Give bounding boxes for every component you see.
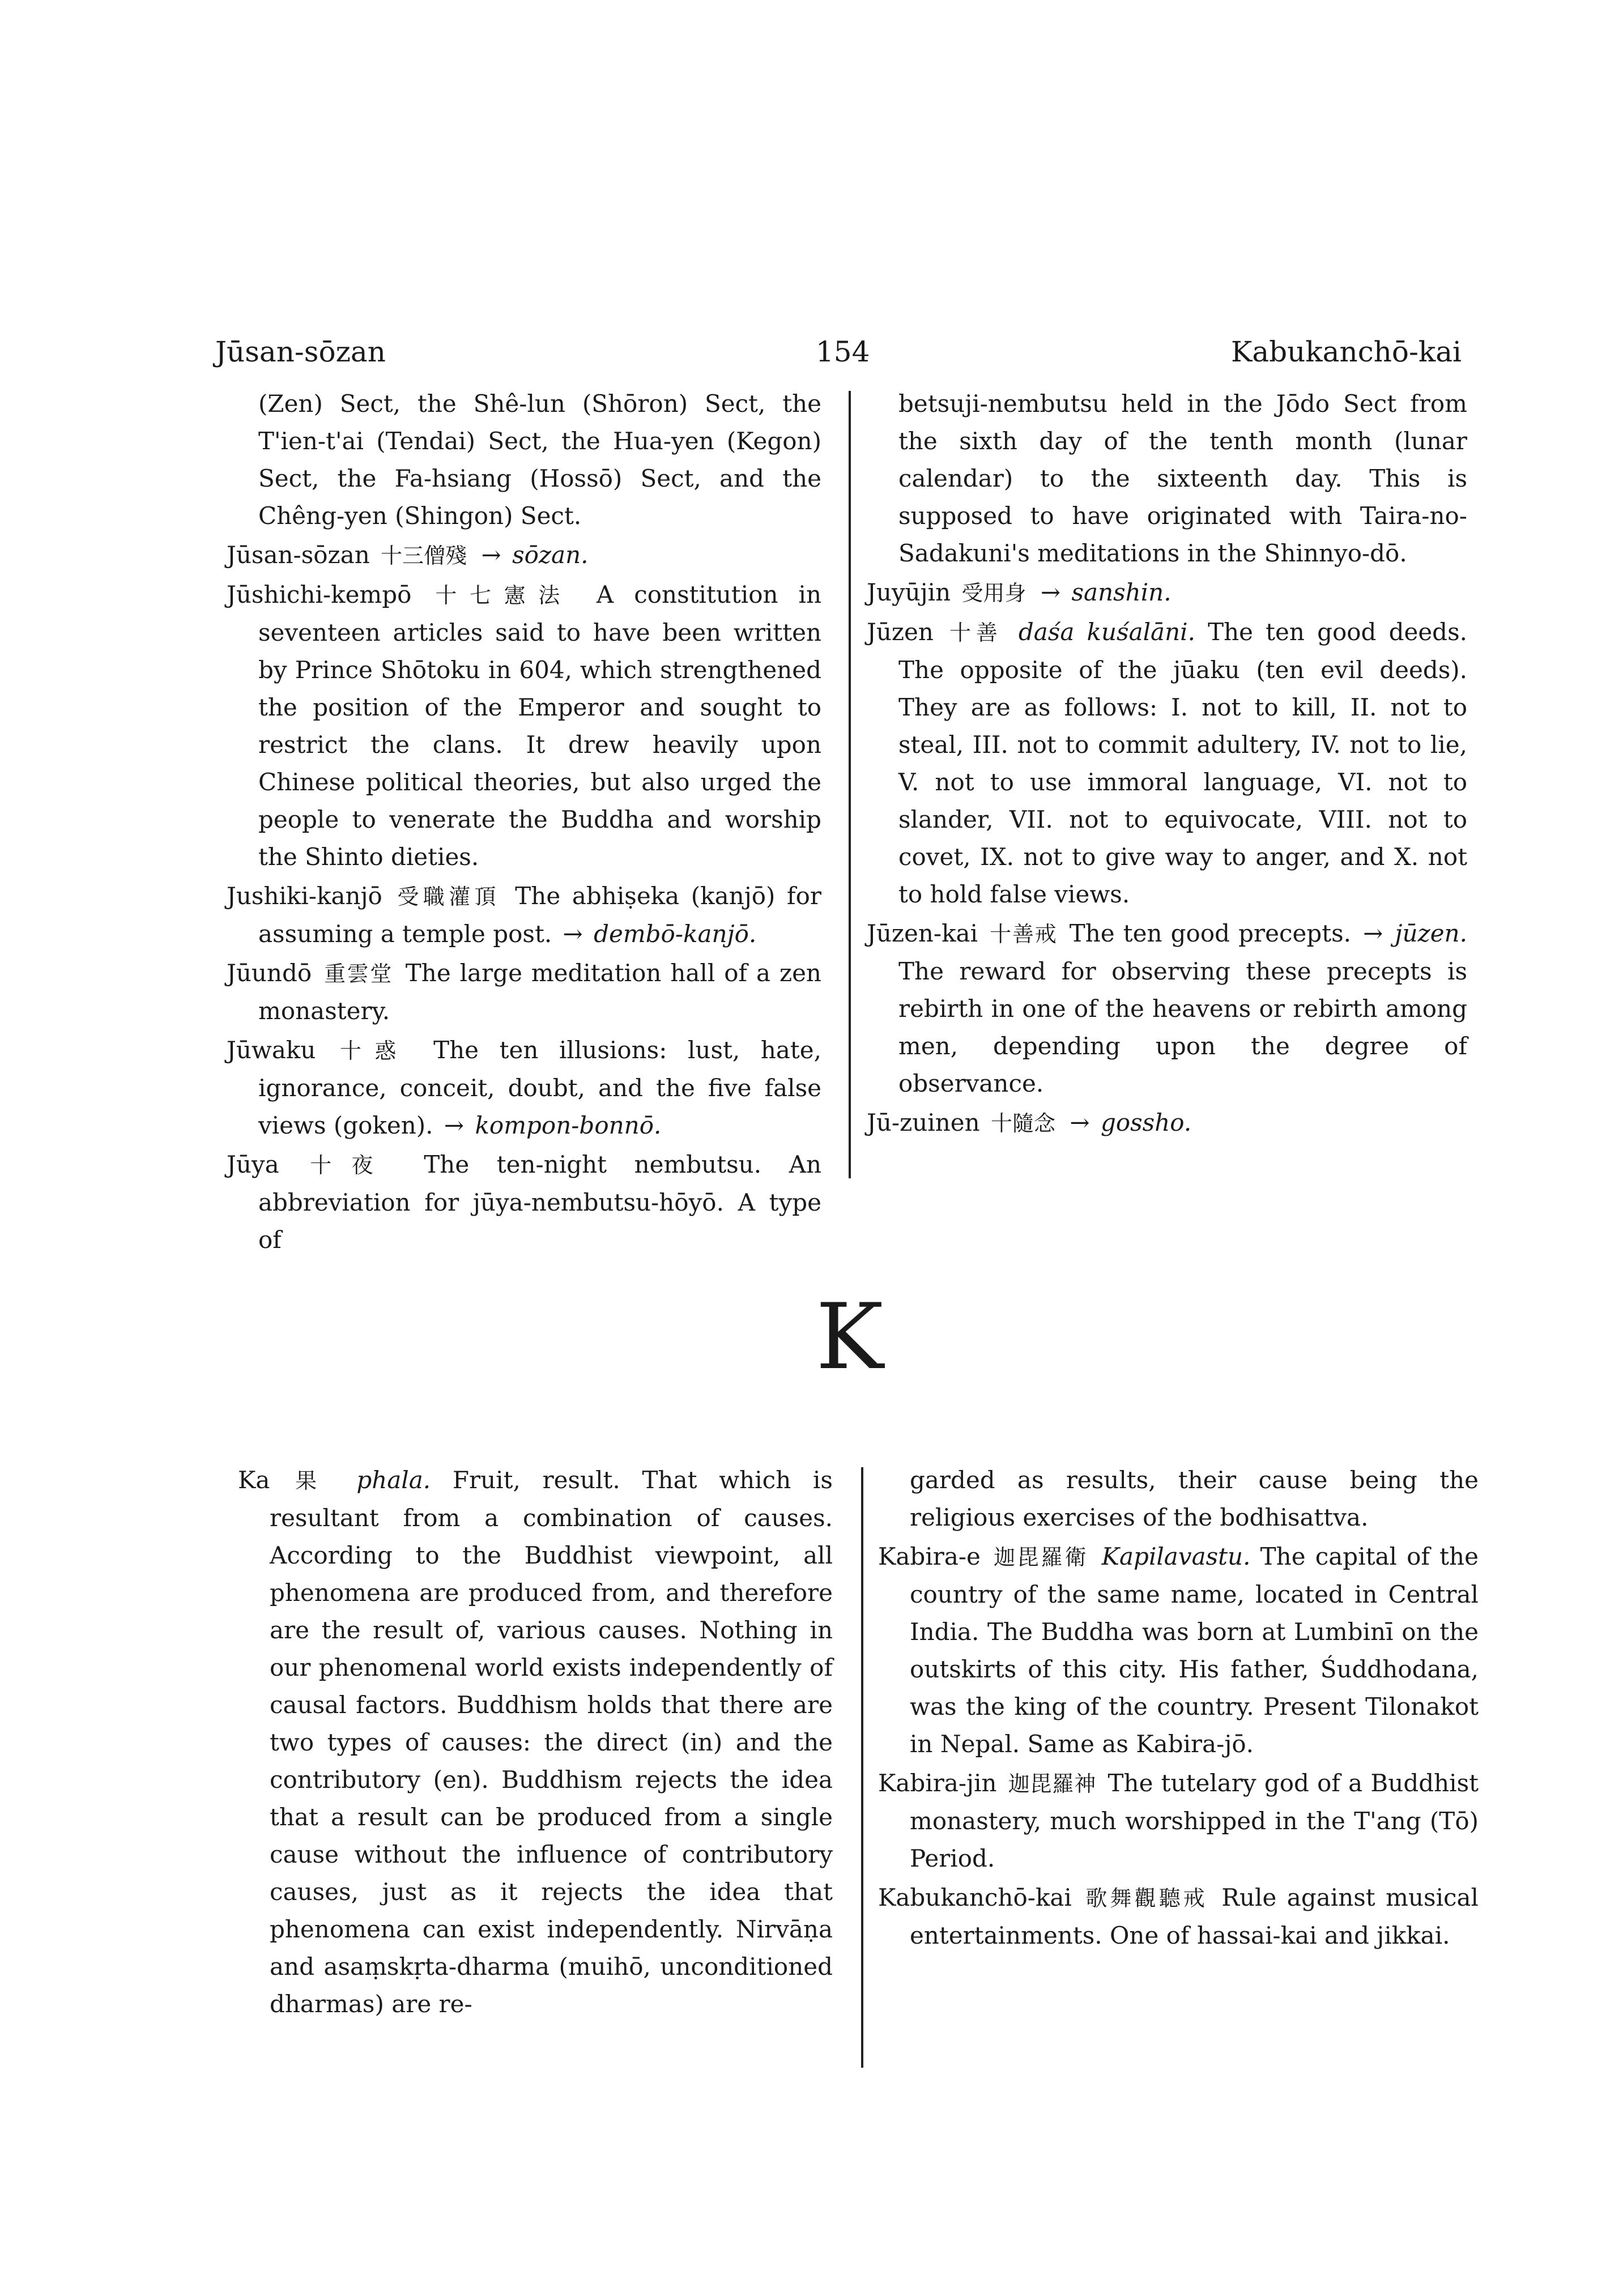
entry-text-continued: The reward for observing these precepts is rebirth in one of the heavens or rebirth among men, depending upon the degree of observance.	[898, 957, 1467, 1097]
cross-reference: sanshin.	[1071, 578, 1172, 606]
glossary-entry	[227, 576, 821, 876]
column-divider-bottom	[861, 1467, 863, 2068]
header-right-guide-word: Kabukanchō-kai	[1231, 335, 1462, 368]
entry-headword: Kabira-e	[878, 1543, 981, 1570]
entry-sanskrit: phala.	[356, 1466, 431, 1494]
entry-text: Fruit, result. That which is resultant from a combination of causes. According to the Buddhist viewpoint, all phenomena are produced from, and therefore are the result of, various causes. Nothing in our phenomenal world exists independently of causal factors. Buddhism holds that there are two types of causes: the direct (in) and the contributory (en). Buddhism rejects the idea that a result can be produced from a single cause without the influence of contributory causes, just as it rejects the idea that phenomena can exist independently. Nirvāṇa and asaṃskṛta-dharma (muihō, unconditioned dharmas) are re-	[270, 1466, 833, 2018]
entry-headword: Jū-zuinen	[867, 1109, 980, 1136]
cross-reference-arrow: →	[444, 1111, 465, 1139]
glossary-entry	[878, 1538, 1479, 1763]
header-left-guide-word: Jūsan-sōzan	[215, 335, 386, 368]
entry-kanji: 十七憲法	[435, 583, 573, 608]
glossary-entry	[227, 1032, 821, 1144]
cross-reference-arrow: →	[1040, 578, 1061, 606]
entry-headword: Juyūjin	[867, 578, 951, 606]
entry-kanji: 果	[295, 1468, 331, 1493]
entry-text: betsuji-nembutsu held in the Jōdo Sect from the sixth day of the tenth month (lunar calendar) to the sixteenth day. This is supposed to have originated with Taira-no-Sadakuni's meditations in the Shinnyo-dō.	[898, 390, 1467, 567]
entry-text: A constitution in seventeen articles said to have been written by Prince Shōtoku in 604, which strengthened the position of the Emperor and sought to restrict the clans. It drew heavily upon Chinese political theories, but also urged the people to venerate the Buddha and worship the Shinto dieties.	[258, 581, 821, 871]
entry-kanji: 十惑	[340, 1038, 410, 1063]
column-top-left	[227, 385, 821, 1260]
section-letter: K	[816, 1284, 884, 1390]
entry-sanskrit: Kapilavastu.	[1101, 1543, 1251, 1570]
entry-headword: Jūzen-kai	[867, 919, 978, 947]
running-head	[215, 317, 1462, 368]
entry-text: garded as results, their cause being the religious exercises of the bodhisattva.	[910, 1466, 1479, 1531]
glossary-entry	[227, 955, 821, 1030]
entry-headword: Jūsan-sōzan	[227, 541, 370, 569]
glossary-entry	[227, 1146, 821, 1259]
cross-reference: jūzen.	[1395, 919, 1467, 947]
entry-kanji: 十夜	[310, 1153, 393, 1178]
glossary-entry	[867, 574, 1467, 612]
cross-reference-arrow: →	[481, 541, 501, 569]
entry-continuation	[867, 385, 1467, 572]
glossary-entry	[227, 877, 821, 953]
entry-headword: Jūshichi-kempō	[227, 581, 412, 608]
entry-sanskrit: daśa kuśalāni.	[1018, 618, 1195, 646]
entry-headword: Kabira-jin	[878, 1769, 997, 1797]
entry-kanji: 受用身	[961, 581, 1026, 606]
glossary-entry	[878, 1879, 1479, 1954]
glossary-entry	[238, 1462, 833, 2023]
column-bottom-right	[878, 1462, 1479, 1956]
glossary-entry	[878, 1765, 1479, 1877]
entry-text: The abhiṣeka (kanjō) for assuming a temple post.	[258, 882, 821, 948]
entry-headword: Jushiki-kanjō	[227, 882, 382, 910]
cross-reference-arrow: →	[1070, 1109, 1090, 1136]
entry-text: The ten illusions: lust, hate, ignorance, conceit, doubt, and the five false views (goken).	[258, 1036, 822, 1139]
cross-reference: kompon-bonnō.	[475, 1111, 662, 1139]
entry-headword: Kabukanchō-kai	[878, 1884, 1072, 1911]
entry-continuation	[227, 385, 821, 535]
cross-reference: sōzan.	[512, 541, 589, 569]
entry-kanji: 十善戒	[990, 922, 1058, 947]
column-divider-top	[849, 391, 851, 1178]
entry-text: The tutelary god of a Buddhist monastery, much worshipped in the T'ang (Tō) Period.	[910, 1769, 1479, 1872]
entry-continuation	[878, 1462, 1479, 1536]
glossary-entry	[867, 915, 1467, 1102]
page-number: 154	[816, 335, 870, 368]
column-bottom-left	[238, 1462, 833, 2025]
entry-headword: Jūundō	[227, 959, 312, 987]
cross-reference-arrow: →	[1363, 919, 1383, 947]
entry-kanji: 歌舞觀聽戒	[1085, 1886, 1208, 1911]
entry-kanji: 迦毘羅神	[1008, 1771, 1097, 1796]
entry-headword: Jūya	[227, 1151, 279, 1178]
entry-text: The ten good precepts.	[1069, 919, 1352, 947]
entry-text: Rule against musical entertainments. One of hassai-kai and jikkai.	[910, 1884, 1479, 1949]
entry-headword: Ka	[238, 1466, 270, 1494]
entry-kanji: 迦毘羅衛	[994, 1545, 1089, 1570]
column-top-right	[867, 385, 1467, 1144]
cross-reference: dembō-kanjō.	[594, 920, 757, 948]
entry-text: (Zen) Sect, the Shê-lun (Shōron) Sect, the T'ien-t'ai (Tendai) Sect, the Hua-yen (Kegon) Sect, the Fa-hsiang (Hossō) Sect, and the Chêng-yen (Shingon) Sect.	[258, 390, 821, 530]
entry-text: The capital of the country of the same name, located in Central India. The Buddha was born at Lumbinī on the outskirts of this city. His father, Śuddhodana, was the king of the country. Present Tilonakot in Nepal. Same as Kabira-jō.	[910, 1543, 1479, 1758]
cross-reference: gossho.	[1100, 1109, 1192, 1136]
entry-text: The ten good deeds. The opposite of the jūaku (ten evil deeds). They are as follows: I. not to kill, II. not to steal, III. not to commit adultery, IV. not to lie, V. not to use immoral language, VI. not to slander, VII. not to equivocate, VIII. not to covet, IX. not to give way to anger, and X. not to hold false views.	[898, 618, 1467, 908]
entry-kanji: 十隨念	[991, 1111, 1056, 1136]
entry-text: The large meditation hall of a zen monastery.	[258, 959, 821, 1025]
entry-kanji: 重雲堂	[324, 961, 393, 986]
cross-reference-arrow: →	[563, 920, 583, 948]
entry-kanji: 十三僧殘	[381, 543, 467, 568]
entry-kanji: 受職灌頂	[397, 884, 500, 909]
glossary-entry	[867, 614, 1467, 913]
entry-headword: Jūwaku	[227, 1036, 316, 1064]
entry-headword: Jūzen	[867, 618, 934, 646]
entry-text: The ten-night nembutsu. An abbreviation for jūya-nembutsu-hōyō. A type of	[258, 1151, 822, 1254]
glossary-entry	[867, 1104, 1467, 1142]
glossary-entry	[227, 536, 821, 574]
entry-kanji: 十善	[949, 620, 1003, 645]
